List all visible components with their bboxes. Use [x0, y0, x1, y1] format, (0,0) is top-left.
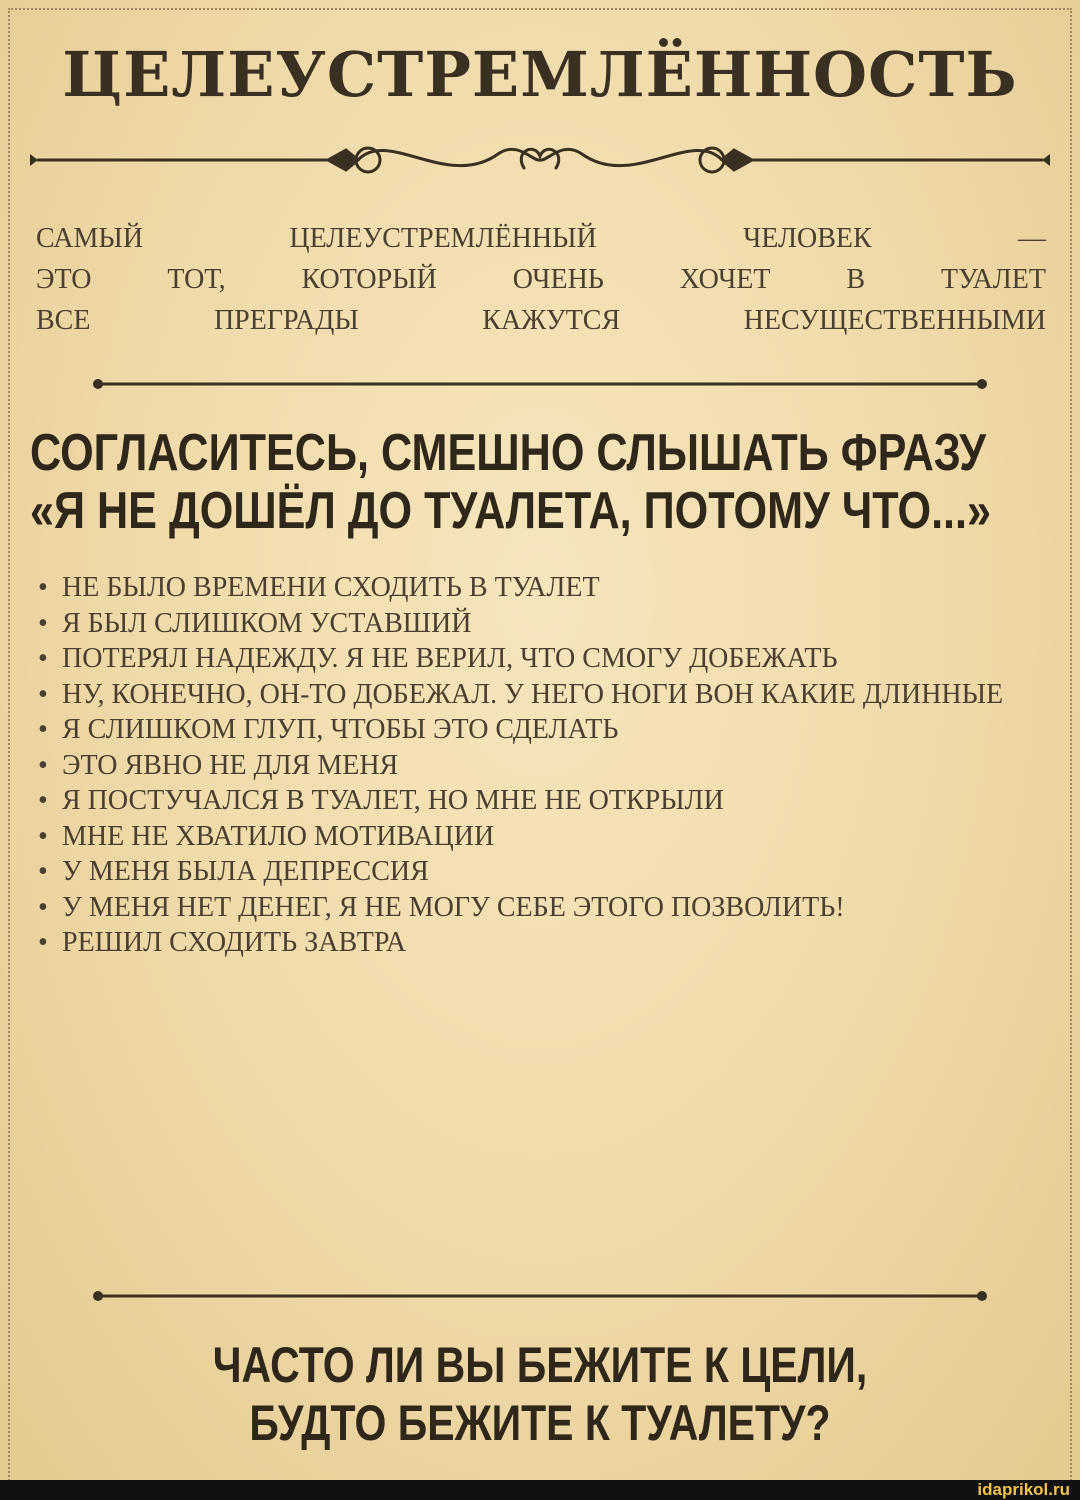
excuses-list	[38, 570, 1048, 961]
list-item: • У МЕНЯ БЫЛА ДЕПРЕССИЯ	[38, 854, 1048, 890]
footer-bar	[0, 1480, 1080, 1500]
list-item: • РЕШИЛ СХОДИТЬ ЗАВТРА	[38, 925, 1048, 961]
bullet-icon: •	[38, 891, 48, 923]
bullet-icon: •	[38, 820, 48, 852]
intro-line: ЭТО ТОТ, КОТОРЫЙ ОЧЕНЬ ХОЧЕТ В ТУАЛЕТ	[36, 264, 1046, 295]
bullet-icon: •	[38, 927, 48, 958]
headline-line: «Я НЕ ДОШЁЛ ДО ТУАЛЕТА, ПОТОМУ ЧТО...»	[30, 482, 992, 540]
divider-bottom	[90, 1286, 990, 1306]
bullet-icon: •	[38, 856, 48, 887]
bullet-icon: •	[38, 749, 48, 781]
list-item: • Я ПОСТУЧАЛСЯ В ТУАЛЕТ, НО МНЕ НЕ ОТКРЫЛИ	[38, 783, 1048, 819]
poster-title: ЦЕЛЕУСТРЕМЛЁННОСТЬ	[62, 38, 1018, 111]
watermark-link[interactable]: idaprikol.ru	[977, 1480, 1070, 1499]
bullet-icon: •	[38, 785, 48, 816]
flourish-ornament	[28, 132, 1052, 188]
list-item: • ПОТЕРЯЛ НАДЕЖДУ. Я НЕ ВЕРИЛ, ЧТО СМОГУ ДОБЕЖАТЬ	[38, 641, 1048, 677]
list-item: • НУ, КОНЕЧНО, ОН-ТО ДОБЕЖАЛ. У НЕГО НОГИ ВОН КАКИЕ ДЛИННЫЕ	[38, 677, 1048, 713]
headline	[30, 424, 1050, 540]
question-line: ЧАСТО ЛИ ВЫ БЕЖИТЕ К ЦЕЛИ,	[212, 1337, 868, 1393]
bullet-icon: •	[38, 678, 48, 710]
headline-line: СОГЛАСИТЕСЬ, СМЕШНО СЛЫШАТЬ ФРАЗУ	[30, 424, 987, 482]
list-item: • Я БЫЛ СЛИШКОМ УСТАВШИЙ	[38, 606, 1048, 642]
bullet-icon: •	[38, 714, 48, 745]
closing-question	[0, 1336, 1080, 1452]
list-item: • Я СЛИШКОМ ГЛУП, ЧТОБЫ ЭТО СДЕЛАТЬ	[38, 712, 1048, 748]
bullet-icon: •	[38, 643, 48, 674]
list-item: • ЭТО ЯВНО НЕ ДЛЯ МЕНЯ	[38, 748, 1048, 784]
bullet-icon: •	[38, 607, 48, 639]
bullet-icon: •	[38, 572, 48, 603]
intro-paragraph	[36, 218, 1046, 341]
list-item: • У МЕНЯ НЕТ ДЕНЕГ, Я НЕ МОГУ СЕБЕ ЭТОГО ПОЗВОЛИТЬ!	[38, 890, 1048, 926]
intro-line: САМЫЙ ЦЕЛЕУСТРЕМЛЁННЫЙ ЧЕЛОВЕК —	[36, 223, 1046, 254]
intro-line: ВСЕ ПРЕГРАДЫ КАЖУТСЯ НЕСУЩЕСТВЕННЫМИ	[36, 305, 1046, 336]
list-item: • МНЕ НЕ ХВАТИЛО МОТИВАЦИИ	[38, 819, 1048, 855]
divider-top	[90, 374, 990, 394]
question-line: БУДТО БЕЖИТЕ К ТУАЛЕТУ?	[249, 1395, 831, 1451]
list-item: • НЕ БЫЛО ВРЕМЕНИ СХОДИТЬ В ТУАЛЕТ	[38, 570, 1048, 606]
